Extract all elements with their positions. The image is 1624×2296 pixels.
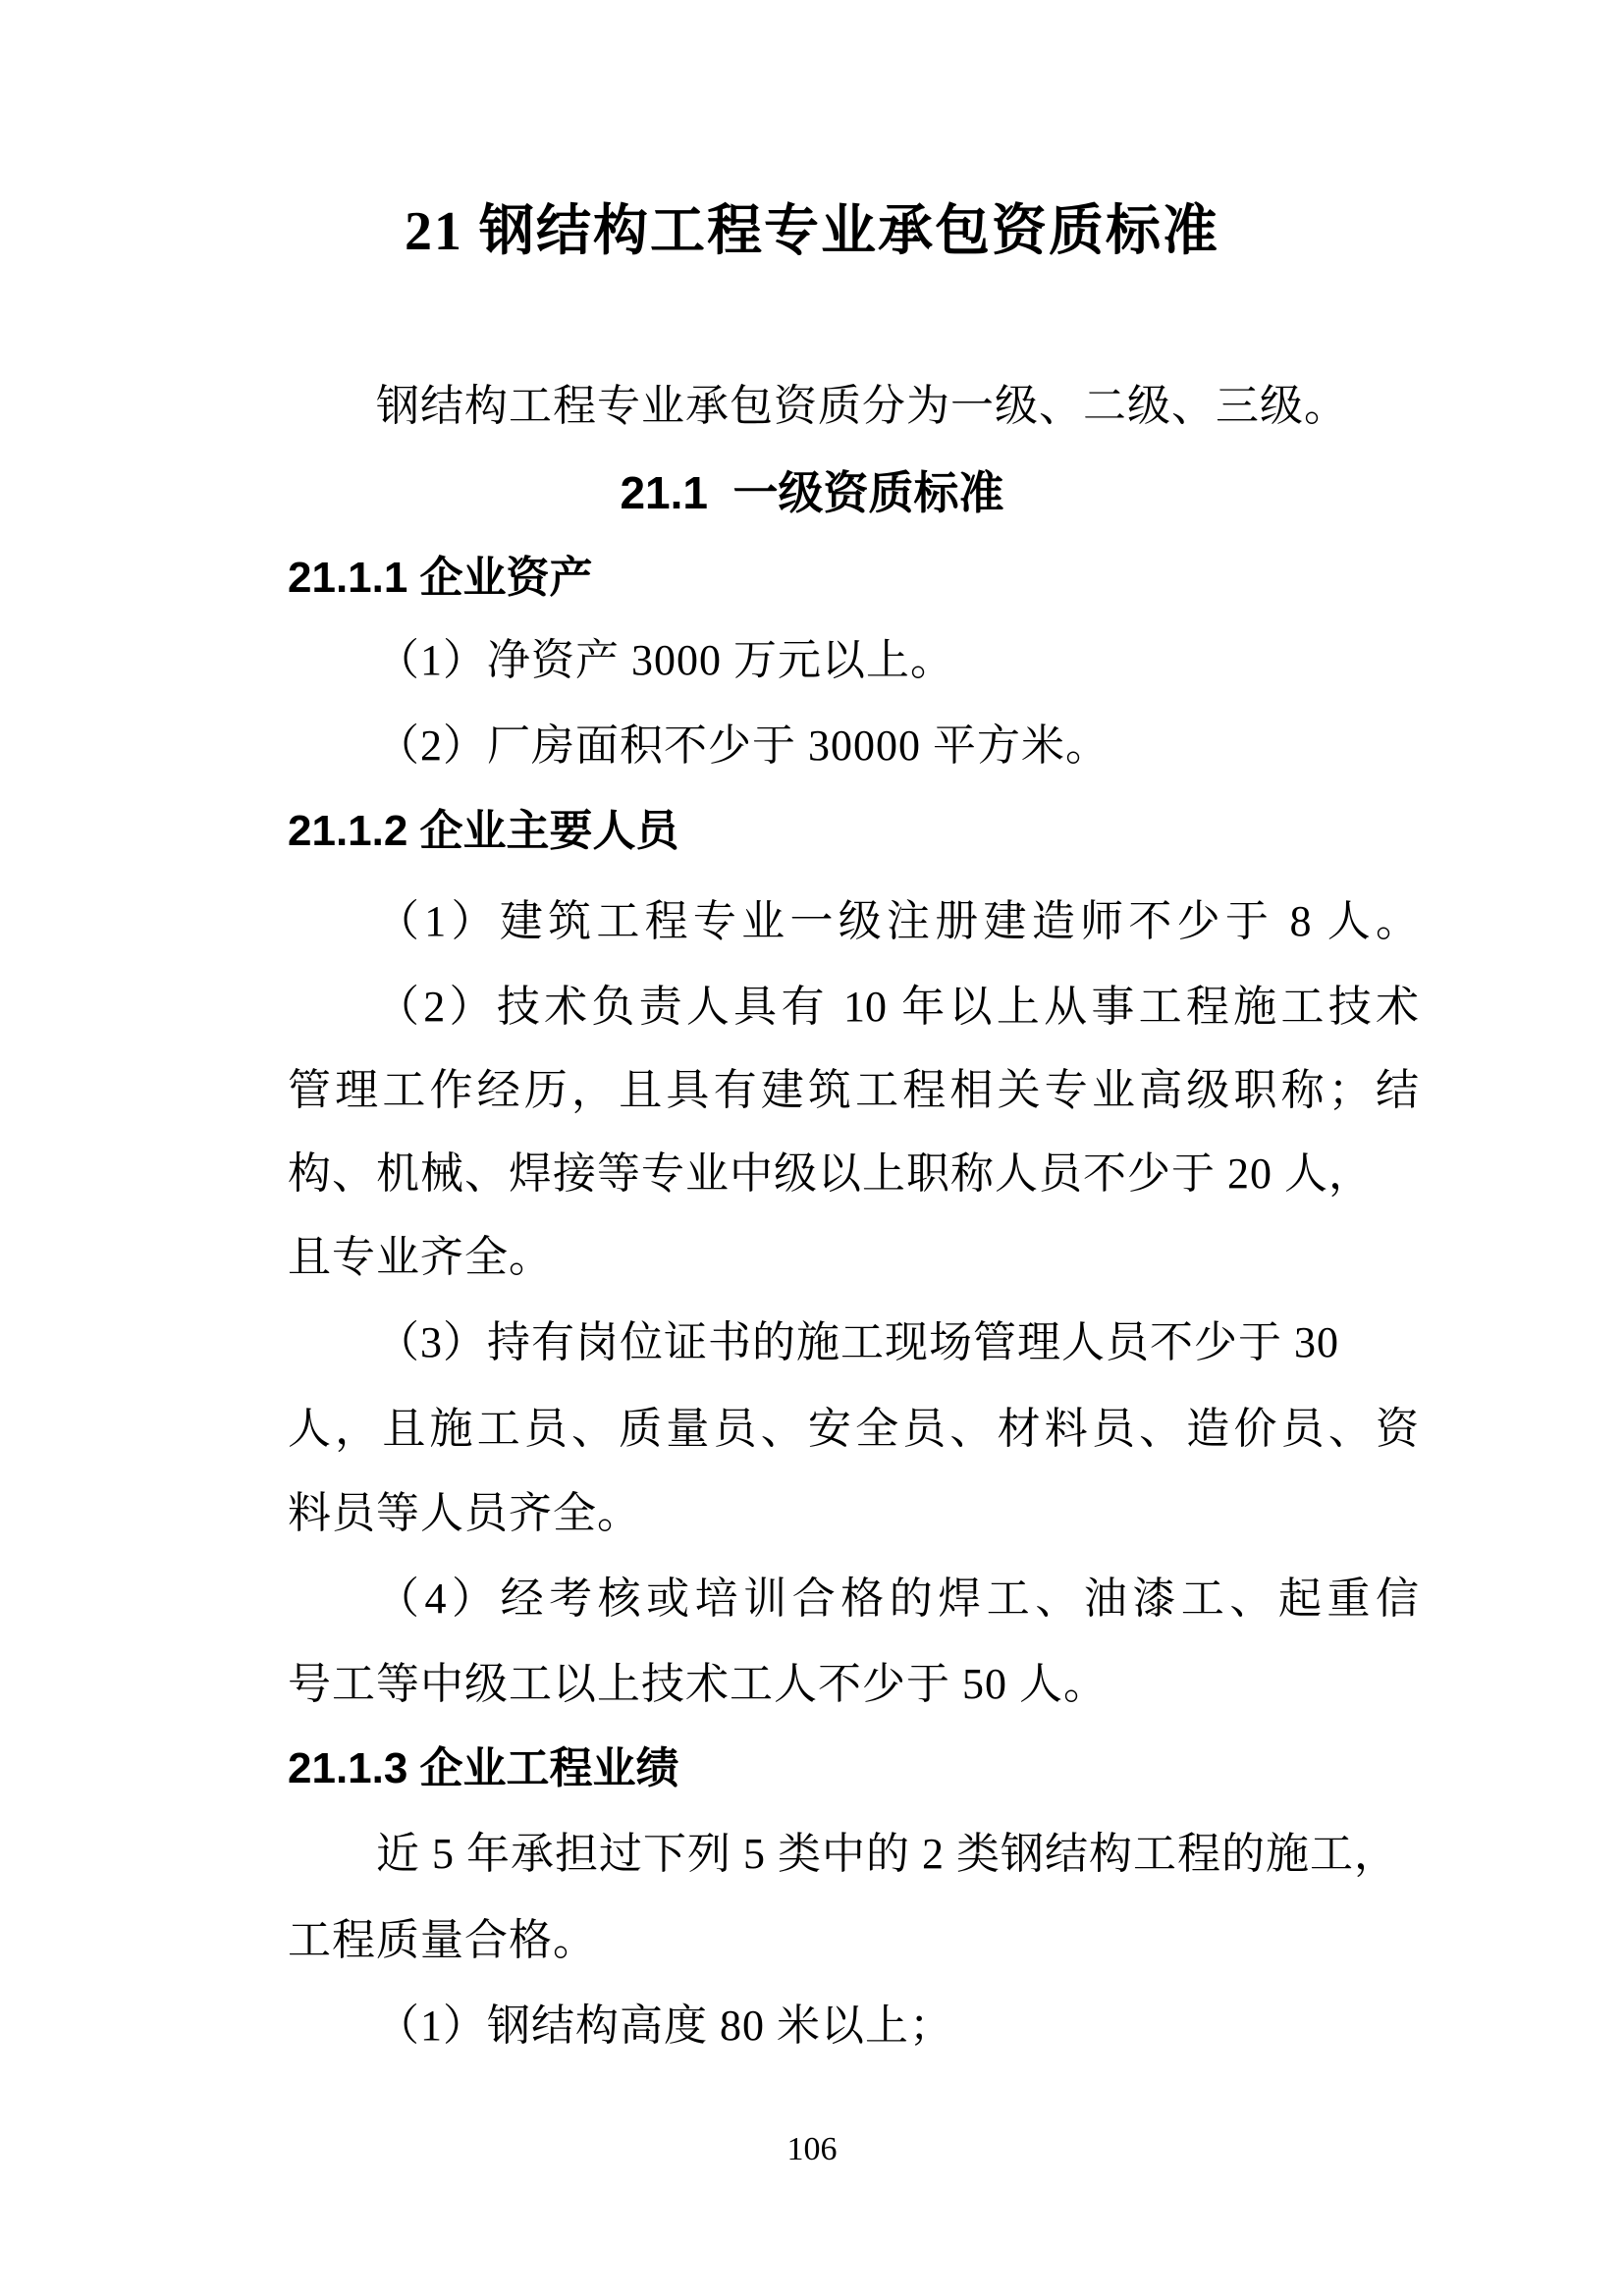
page-title: 21 钢结构工程专业承包资质标准 (405, 201, 1219, 262)
subsection-heading-3: 21.1.3 企业工程业绩 (288, 1744, 679, 1792)
subsection-heading-1: 21.1.1 企业资产 (288, 554, 593, 602)
body-line: （3）持有岗位证书的施工现场管理人员不少于 30 (376, 1318, 1339, 1366)
body-line: （1）钢结构高度 80 米以上； (376, 2002, 953, 2050)
body-line: 管理工作经历，且具有建筑工程相关专业高级职称；结 (288, 1066, 1419, 1114)
body-line: 构、机械、焊接等专业中级以上职称人员不少于 20 人， (288, 1149, 1373, 1198)
body-line: （1）净资产 3000 万元以上。 (376, 636, 954, 684)
body-line: （4）经考核或培训合格的焊工、油漆工、起重信 (376, 1575, 1419, 1623)
intro-paragraph: 钢结构工程专业承包资质分为一级、二级、三级。 (376, 382, 1348, 430)
section-heading: 21.1 一级资质标准 (620, 467, 1004, 518)
page-number: 106 (786, 2131, 838, 2167)
body-line: 且专业齐全。 (288, 1233, 553, 1281)
body-line: 工程质量合格。 (288, 1916, 597, 1964)
body-line: 号工等中级工以上技术工人不少于 50 人。 (288, 1660, 1108, 1708)
body-line: （2）厂房面积不少于 30000 平方米。 (376, 721, 1110, 770)
body-line: （1）建筑工程专业一级注册建造师不少于 8 人。 (376, 897, 1419, 945)
body-line: 料员等人员齐全。 (288, 1489, 641, 1537)
subsection-heading-2: 21.1.2 企业主要人员 (288, 807, 679, 855)
body-line: 人，且施工员、质量员、安全员、材料员、造价员、资 (288, 1405, 1419, 1453)
body-line: （2）技术负责人具有 10 年以上从事工程施工技术 (376, 983, 1419, 1031)
body-line: 近 5 年承担过下列 5 类中的 2 类钢结构工程的施工， (376, 1830, 1398, 1878)
